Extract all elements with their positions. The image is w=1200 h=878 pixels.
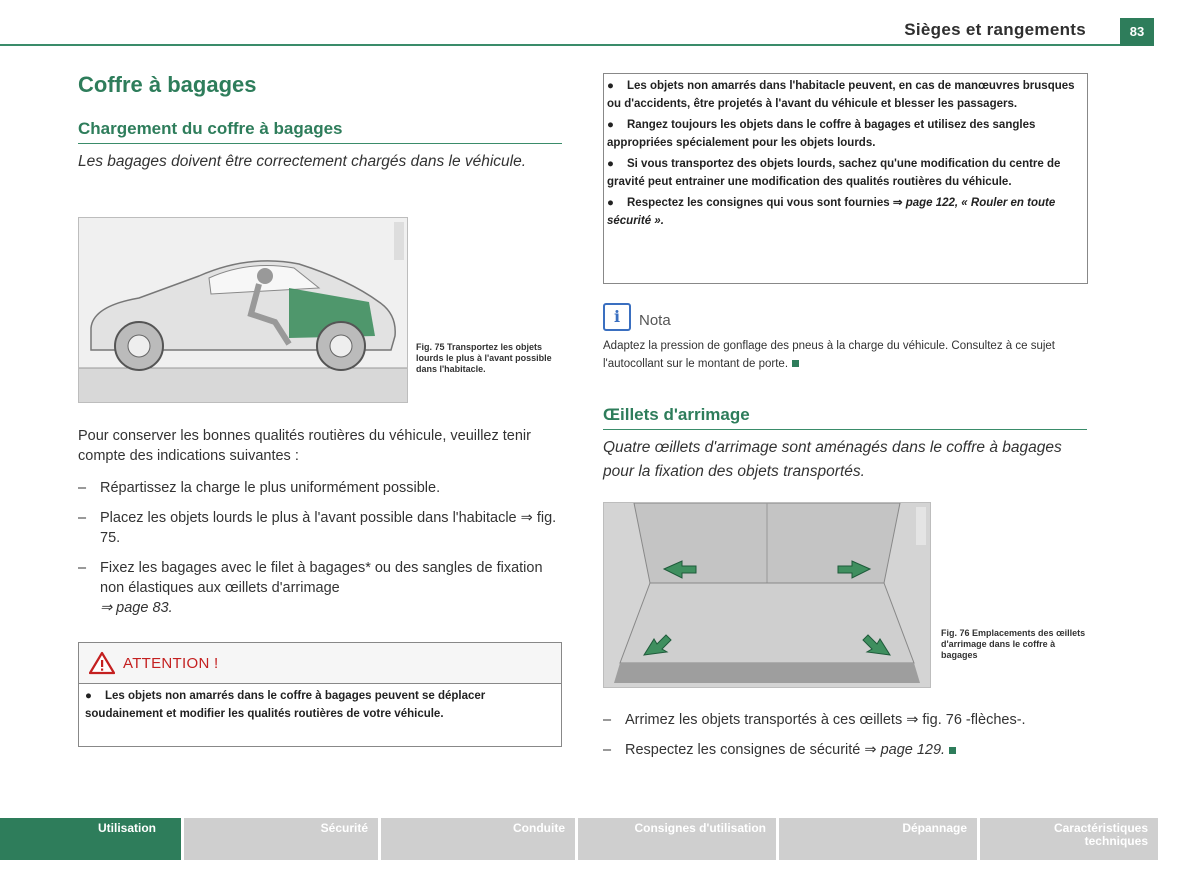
info-icon: i <box>603 303 631 331</box>
warning-list <box>607 77 1083 233</box>
attention-header <box>79 643 561 684</box>
chapter-tabs <box>0 818 1200 860</box>
section-intro: Quatre œillets d'arrimage sont aménagés dans le coffre à bagages pour la fixation des objets transportés. <box>603 439 1062 480</box>
tab-label: Consignes d'utilisation <box>634 821 766 835</box>
list-item-text: Arrimez les objets transportés à ces œillets ⇒ fig. 76 -flèches-. <box>625 712 1026 728</box>
page-reference: ⇒ page 83. <box>100 600 173 616</box>
tab-label: Caractéristiques techniques <box>1053 821 1148 848</box>
instruction-list <box>603 710 1087 770</box>
header-rule <box>0 44 1120 46</box>
note-text-body: Adaptez la pression de gonflage des pneus à la charge du véhicule. Consultez à ce sujet l'autocollant sur le montant de porte. <box>603 340 1055 370</box>
figure-76-trunk-illustration <box>603 502 931 688</box>
tab-utilisation[interactable] <box>0 818 181 860</box>
subsection-rule <box>603 429 1087 430</box>
page-reference: page 129. <box>880 742 946 758</box>
subsection-title: Œillets d'arrimage <box>603 405 750 424</box>
list-item: – Répartissez la charge le plus uniformément possible. <box>78 480 441 496</box>
list-item: – Respectez les consignes de sécurité ⇒ page 129. <box>603 740 1087 760</box>
note-title: Nota <box>639 312 671 329</box>
attention-text: ● Les objets non amarrés dans le coffre à bagages peuvent se déplacer soudainement et modifier les qualités routières de votre véhicule. <box>85 690 486 720</box>
list-item: – Placez les objets lourds le plus à l'avant possible dans l'habitacle ⇒ fig. 75. <box>78 510 557 546</box>
list-item: – Arrimez les objets transportés à ces œillets ⇒ fig. 76 -flèches-. <box>603 712 1026 728</box>
attention-box <box>78 642 562 747</box>
tab-label: Conduite <box>513 821 565 835</box>
list-item: – Fixez les bagages avec le filet à bagages* ou des sangles de fixation non élastiques aux œillets d'arrimage ⇒ page 83. <box>78 560 543 616</box>
section-intro: Les bagages doivent être correctement chargés dans le véhicule. <box>78 153 527 170</box>
page-reference: page 122, « Rouler en toute sécurité ». <box>607 197 1056 227</box>
car-side-icon <box>79 218 407 402</box>
warning-text: Rangez toujours les objets dans le coffre à bagages et utilisez des sangles appropriées spécialement pour les objets lourds. <box>607 119 1036 149</box>
tab-label: Dépannage <box>902 821 967 835</box>
warning-text: Respectez les consignes qui vous sont fournies ⇒ <box>627 197 903 209</box>
tab-conduite[interactable] <box>381 818 575 860</box>
figure-76-caption <box>941 628 1091 661</box>
warning-item: ● Respectez les consignes qui vous sont fournies ⇒ page 122, « Rouler en toute sécurité ». <box>607 197 1056 227</box>
warning-text: Si vous transportez des objets lourds, sachez qu'une modification du centre de gravité peut entrainer une modification des qualités routières du véhicule. <box>607 158 1061 188</box>
tab-caracteristiques-techniques[interactable] <box>980 818 1158 860</box>
warning-box <box>603 73 1088 284</box>
note-text <box>603 337 1086 373</box>
list-item-text: Placez les objets lourds le plus à l'avant possible dans l'habitacle ⇒ fig. 75. <box>100 510 557 546</box>
subsection-rule <box>78 143 562 144</box>
list-item-text: Fixez les bagages avec le filet à bagages* ou des sangles de fixation non élastiques aux œillets d'arrimage <box>100 560 543 596</box>
tab-depannage[interactable] <box>779 818 977 860</box>
list-item-text: Respectez les consignes de sécurité ⇒ <box>625 742 877 758</box>
warning-item: ● Les objets non amarrés dans l'habitacle peuvent, en cas de manœuvres brusques ou d'accidents, être projetés à l'avant du véhicule et blesser les passagers. <box>607 80 1075 110</box>
warning-item: ● Rangez toujours les objets dans le coffre à bagages et utilisez des sangles appropriées spécialement pour les objets lourds. <box>607 119 1036 149</box>
end-mark-icon <box>949 747 956 754</box>
trunk-interior-icon <box>604 503 930 687</box>
body-paragraph: Pour conserver les bonnes qualités routières du véhicule, veuillez tenir compte des indications suivantes : <box>78 428 531 464</box>
tab-securite[interactable] <box>184 818 378 860</box>
tab-label: Utilisation <box>98 821 157 835</box>
warning-triangle-icon <box>89 651 115 675</box>
warning-text: Les objets non amarrés dans l'habitacle peuvent, en cas de manœuvres brusques ou d'accidents, être projetés à l'avant du véhicule et blesser les passagers. <box>607 80 1075 110</box>
end-mark-icon <box>792 360 799 367</box>
list-item-text: Répartissez la charge le plus uniformément possible. <box>100 480 441 496</box>
instruction-list <box>78 478 562 628</box>
figure-number: Fig. 76 <box>941 628 970 638</box>
attention-title: ATTENTION ! <box>123 655 219 672</box>
tab-consignes-utilisation[interactable] <box>578 818 776 860</box>
subsection-title: Chargement du coffre à bagages <box>78 119 343 138</box>
page-number: 83 <box>1120 18 1154 46</box>
tab-label: Sécurité <box>320 821 368 835</box>
warning-item: ● Si vous transportez des objets lourds, sachez qu'une modification du centre de gravité peut entrainer une modification des qualités routières du véhicule. <box>607 158 1061 188</box>
running-header-title: Sièges et rangements <box>904 20 1086 39</box>
section-title: Coffre à bagages <box>78 72 257 97</box>
figure-caption-text: Emplacements des œillets d'arrimage dans le coffre à bagages <box>941 628 1086 660</box>
figure-number: Fig. 75 <box>416 342 445 352</box>
figure-caption-text: Transportez les objets lourds le plus à l'avant possible dans l'habitacle. <box>416 342 552 374</box>
figure-75-car-illustration <box>78 217 408 403</box>
attention-text-body: Les objets non amarrés dans le coffre à bagages peuvent se déplacer soudainement et modifier les qualités routières de votre véhicule. <box>85 690 486 720</box>
figure-75-caption <box>416 342 562 375</box>
